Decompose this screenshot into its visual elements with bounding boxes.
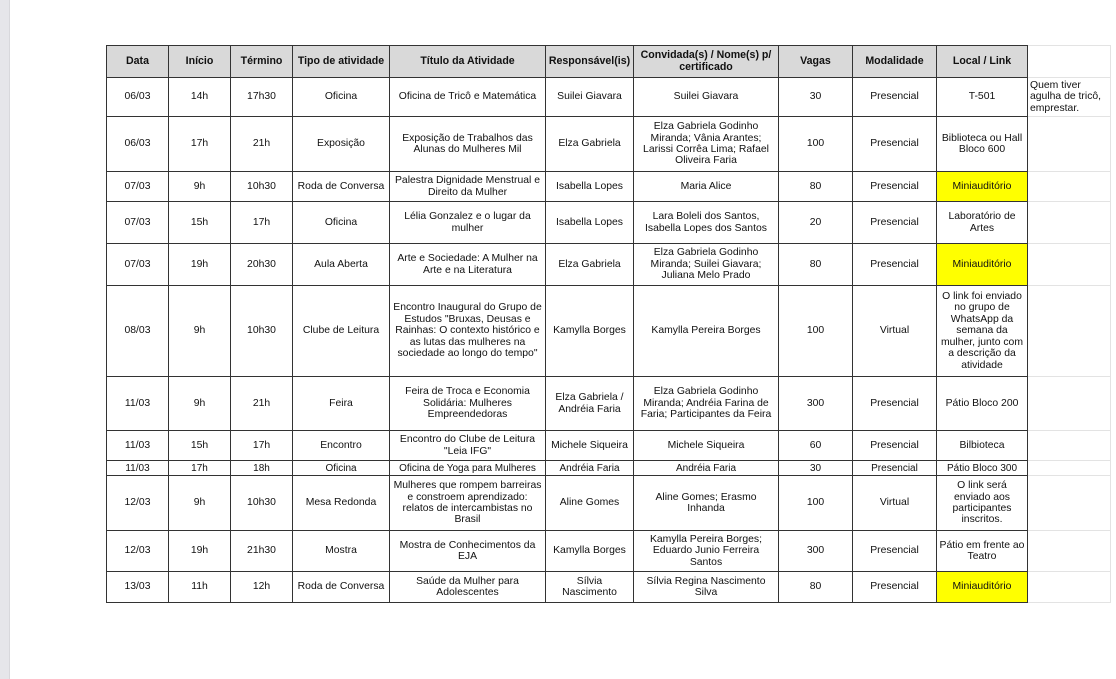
cell-titulo[interactable]: Encontro Inaugural do Grupo de Estudos "Bruxas, Deusas e Rainhas: O contexto histórico e as lutas das mulheres na sociedade ao longo do tempo" bbox=[390, 286, 546, 377]
cell-local[interactable]: Miniauditório bbox=[937, 244, 1028, 286]
cell-data[interactable]: 11/03 bbox=[107, 461, 169, 476]
cell-nota[interactable] bbox=[1028, 172, 1111, 202]
cell-responsavel[interactable]: Isabella Lopes bbox=[546, 202, 634, 244]
cell-titulo[interactable]: Oficina de Tricô e Matemática bbox=[390, 78, 546, 117]
cell-modalidade[interactable]: Presencial bbox=[853, 78, 937, 117]
cell-nota[interactable] bbox=[1028, 244, 1111, 286]
cell-nota[interactable] bbox=[1028, 476, 1111, 531]
cell-responsavel[interactable]: Suilei Giavara bbox=[546, 78, 634, 117]
cell-data[interactable]: 12/03 bbox=[107, 476, 169, 531]
page-left-gutter bbox=[0, 0, 10, 679]
table-row bbox=[107, 172, 1111, 202]
cell-data[interactable]: 07/03 bbox=[107, 172, 169, 202]
cell-tipo[interactable]: Roda de Conversa bbox=[293, 172, 390, 202]
cell-modalidade[interactable]: Virtual bbox=[853, 286, 937, 377]
cell-nota[interactable] bbox=[1028, 377, 1111, 431]
cell-vagas[interactable]: 80 bbox=[779, 244, 853, 286]
cell-inicio[interactable]: 14h bbox=[169, 78, 231, 117]
cell-termino[interactable]: 21h30 bbox=[231, 531, 293, 572]
cell-inicio[interactable]: 17h bbox=[169, 461, 231, 476]
cell-titulo[interactable]: Encontro do Clube de Leitura "Leia IFG" bbox=[390, 431, 546, 461]
cell-tipo[interactable]: Aula Aberta bbox=[293, 244, 390, 286]
cell-local[interactable]: Pátio Bloco 300 bbox=[937, 461, 1028, 476]
cell-vagas[interactable]: 100 bbox=[779, 286, 853, 377]
header-tipo: Tipo de atividade bbox=[293, 46, 390, 78]
table-row bbox=[107, 202, 1111, 244]
cell-nota[interactable] bbox=[1028, 431, 1111, 461]
cell-titulo[interactable]: Oficina de Yoga para Mulheres bbox=[390, 461, 546, 476]
header-convidadas: Convidada(s) / Nome(s) p/ certificado bbox=[634, 46, 779, 78]
cell-inicio[interactable]: 15h bbox=[169, 202, 231, 244]
header-modalidade: Modalidade bbox=[853, 46, 937, 78]
cell-responsavel[interactable]: Michele Siqueira bbox=[546, 431, 634, 461]
cell-local[interactable]: Laboratório de Artes bbox=[937, 202, 1028, 244]
cell-local[interactable]: O link foi enviado no grupo de WhatsApp da semana da mulher, junto com a descrição da atividade bbox=[937, 286, 1028, 377]
cell-tipo[interactable]: Oficina bbox=[293, 78, 390, 117]
cell-inicio[interactable]: 15h bbox=[169, 431, 231, 461]
cell-nota[interactable] bbox=[1028, 117, 1111, 172]
table-body bbox=[107, 78, 1111, 603]
cell-data[interactable]: 06/03 bbox=[107, 117, 169, 172]
cell-tipo[interactable]: Encontro bbox=[293, 431, 390, 461]
cell-convidadas[interactable]: Michele Siqueira bbox=[634, 431, 779, 461]
cell-inicio[interactable]: 19h bbox=[169, 531, 231, 572]
cell-termino[interactable]: 21h bbox=[231, 377, 293, 431]
cell-nota[interactable]: Quem tiver agulha de tricô, emprestar. bbox=[1028, 78, 1111, 117]
cell-modalidade[interactable]: Presencial bbox=[853, 531, 937, 572]
cell-titulo[interactable]: Mostra de Conhecimentos da EJA bbox=[390, 531, 546, 572]
cell-termino[interactable]: 10h30 bbox=[231, 476, 293, 531]
cell-data[interactable]: 11/03 bbox=[107, 431, 169, 461]
cell-convidadas[interactable]: Aline Gomes; Erasmo Inhanda bbox=[634, 476, 779, 531]
table-row bbox=[107, 78, 1111, 117]
cell-tipo[interactable]: Oficina bbox=[293, 202, 390, 244]
cell-convidadas[interactable]: Sílvia Regina Nascimento Silva bbox=[634, 572, 779, 603]
cell-convidadas[interactable]: Suilei Giavara bbox=[634, 78, 779, 117]
table-row bbox=[107, 377, 1111, 431]
cell-vagas[interactable]: 300 bbox=[779, 377, 853, 431]
cell-vagas[interactable]: 100 bbox=[779, 117, 853, 172]
cell-termino[interactable]: 18h bbox=[231, 461, 293, 476]
cell-nota[interactable] bbox=[1028, 286, 1111, 377]
cell-vagas[interactable]: 100 bbox=[779, 476, 853, 531]
table-row bbox=[107, 244, 1111, 286]
cell-data[interactable]: 07/03 bbox=[107, 244, 169, 286]
cell-vagas[interactable]: 30 bbox=[779, 78, 853, 117]
cell-modalidade[interactable]: Presencial bbox=[853, 377, 937, 431]
cell-local[interactable]: Pátio em frente ao Teatro bbox=[937, 531, 1028, 572]
cell-local[interactable]: Miniauditório bbox=[937, 572, 1028, 603]
table-row bbox=[107, 572, 1111, 603]
header-responsavel: Responsável(is) bbox=[546, 46, 634, 78]
cell-termino[interactable]: 21h bbox=[231, 117, 293, 172]
cell-responsavel[interactable]: Aline Gomes bbox=[546, 476, 634, 531]
cell-titulo[interactable]: Arte e Sociedade: A Mulher na Arte e na Literatura bbox=[390, 244, 546, 286]
cell-termino[interactable]: 10h30 bbox=[231, 286, 293, 377]
cell-titulo[interactable]: Feira de Troca e Economia Solidária: Mulheres Empreendedoras bbox=[390, 377, 546, 431]
cell-local[interactable]: T-501 bbox=[937, 78, 1028, 117]
cell-inicio[interactable]: 9h bbox=[169, 377, 231, 431]
header-vagas: Vagas bbox=[779, 46, 853, 78]
cell-inicio[interactable]: 9h bbox=[169, 286, 231, 377]
cell-responsavel[interactable]: Sílvia Nascimento bbox=[546, 572, 634, 603]
cell-inicio[interactable]: 9h bbox=[169, 172, 231, 202]
cell-data[interactable]: 11/03 bbox=[107, 377, 169, 431]
cell-nota[interactable] bbox=[1028, 461, 1111, 476]
cell-data[interactable]: 08/03 bbox=[107, 286, 169, 377]
cell-convidadas[interactable]: Kamylla Pereira Borges bbox=[634, 286, 779, 377]
table-row bbox=[107, 286, 1111, 377]
cell-vagas[interactable]: 30 bbox=[779, 461, 853, 476]
cell-titulo[interactable]: Exposição de Trabalhos das Alunas do Mulheres Mil bbox=[390, 117, 546, 172]
header-local: Local / Link bbox=[937, 46, 1028, 78]
cell-local[interactable]: Miniauditório bbox=[937, 172, 1028, 202]
cell-convidadas[interactable]: Andréia Faria bbox=[634, 461, 779, 476]
cell-modalidade[interactable]: Presencial bbox=[853, 461, 937, 476]
cell-convidadas[interactable]: Elza Gabriela Godinho Miranda; Suilei Giavara; Juliana Melo Prado bbox=[634, 244, 779, 286]
cell-tipo[interactable]: Feira bbox=[293, 377, 390, 431]
cell-local[interactable]: Bilbioteca bbox=[937, 431, 1028, 461]
cell-termino[interactable]: 17h30 bbox=[231, 78, 293, 117]
cell-data[interactable]: 12/03 bbox=[107, 531, 169, 572]
cell-nota[interactable] bbox=[1028, 531, 1111, 572]
cell-termino[interactable]: 17h bbox=[231, 202, 293, 244]
cell-inicio[interactable]: 19h bbox=[169, 244, 231, 286]
table-row bbox=[107, 117, 1111, 172]
cell-convidadas[interactable]: Elza Gabriela Godinho Miranda; Andréia Farina de Faria; Participantes da Feira bbox=[634, 377, 779, 431]
cell-local[interactable]: Pátio Bloco 200 bbox=[937, 377, 1028, 431]
cell-nota[interactable] bbox=[1028, 572, 1111, 603]
cell-data[interactable]: 06/03 bbox=[107, 78, 169, 117]
header-titulo: Título da Atividade bbox=[390, 46, 546, 78]
cell-tipo[interactable]: Roda de Conversa bbox=[293, 572, 390, 603]
cell-modalidade[interactable]: Presencial bbox=[853, 244, 937, 286]
cell-modalidade[interactable]: Presencial bbox=[853, 202, 937, 244]
cell-termino[interactable]: 12h bbox=[231, 572, 293, 603]
cell-modalidade[interactable]: Presencial bbox=[853, 172, 937, 202]
cell-titulo[interactable]: Lélia Gonzalez e o lugar da mulher bbox=[390, 202, 546, 244]
cell-tipo[interactable]: Mesa Redonda bbox=[293, 476, 390, 531]
schedule-table bbox=[106, 45, 1111, 603]
cell-vagas[interactable]: 80 bbox=[779, 172, 853, 202]
cell-local[interactable]: Biblioteca ou Hall Bloco 600 bbox=[937, 117, 1028, 172]
header-termino: Término bbox=[231, 46, 293, 78]
header-data: Data bbox=[107, 46, 169, 78]
cell-responsavel[interactable]: Andréia Faria bbox=[546, 461, 634, 476]
header-inicio: Início bbox=[169, 46, 231, 78]
cell-tipo[interactable]: Oficina bbox=[293, 461, 390, 476]
header-notes bbox=[1028, 46, 1111, 78]
cell-responsavel[interactable]: Kamylla Borges bbox=[546, 286, 634, 377]
cell-inicio[interactable]: 17h bbox=[169, 117, 231, 172]
header-row bbox=[107, 46, 1111, 78]
cell-vagas[interactable]: 300 bbox=[779, 531, 853, 572]
table-row bbox=[107, 431, 1111, 461]
cell-modalidade[interactable]: Presencial bbox=[853, 572, 937, 603]
cell-vagas[interactable]: 20 bbox=[779, 202, 853, 244]
cell-convidadas[interactable]: Lara Boleli dos Santos, Isabella Lopes dos Santos bbox=[634, 202, 779, 244]
cell-titulo[interactable]: Saúde da Mulher para Adolescentes bbox=[390, 572, 546, 603]
cell-tipo[interactable]: Exposição bbox=[293, 117, 390, 172]
cell-termino[interactable]: 20h30 bbox=[231, 244, 293, 286]
cell-modalidade[interactable]: Presencial bbox=[853, 431, 937, 461]
cell-vagas[interactable]: 60 bbox=[779, 431, 853, 461]
cell-responsavel[interactable]: Elza Gabriela bbox=[546, 244, 634, 286]
cell-local[interactable]: O link será enviado aos participantes inscritos. bbox=[937, 476, 1028, 531]
cell-titulo[interactable]: Palestra Dignidade Menstrual e Direito da Mulher bbox=[390, 172, 546, 202]
cell-termino[interactable]: 17h bbox=[231, 431, 293, 461]
cell-termino[interactable]: 10h30 bbox=[231, 172, 293, 202]
cell-nota[interactable] bbox=[1028, 202, 1111, 244]
cell-inicio[interactable]: 9h bbox=[169, 476, 231, 531]
table-row bbox=[107, 461, 1111, 476]
cell-titulo[interactable]: Mulheres que rompem barreiras e constroem aprendizado: relatos de intercambistas no Brasil bbox=[390, 476, 546, 531]
cell-data[interactable]: 07/03 bbox=[107, 202, 169, 244]
cell-responsavel[interactable]: Isabella Lopes bbox=[546, 172, 634, 202]
cell-tipo[interactable]: Mostra bbox=[293, 531, 390, 572]
cell-modalidade[interactable]: Presencial bbox=[853, 117, 937, 172]
cell-data[interactable]: 13/03 bbox=[107, 572, 169, 603]
cell-modalidade[interactable]: Virtual bbox=[853, 476, 937, 531]
cell-vagas[interactable]: 80 bbox=[779, 572, 853, 603]
table-row bbox=[107, 531, 1111, 572]
cell-convidadas[interactable]: Maria Alice bbox=[634, 172, 779, 202]
cell-convidadas[interactable]: Elza Gabriela Godinho Miranda; Vânia Arantes; Larissi Corrêa Lima; Rafael Oliveira Faria bbox=[634, 117, 779, 172]
cell-convidadas[interactable]: Kamylla Pereira Borges; Eduardo Junio Ferreira Santos bbox=[634, 531, 779, 572]
cell-responsavel[interactable]: Elza Gabriela / Andréia Faria bbox=[546, 377, 634, 431]
cell-responsavel[interactable]: Elza Gabriela bbox=[546, 117, 634, 172]
cell-tipo[interactable]: Clube de Leitura bbox=[293, 286, 390, 377]
table-row bbox=[107, 476, 1111, 531]
cell-inicio[interactable]: 11h bbox=[169, 572, 231, 603]
cell-responsavel[interactable]: Kamylla Borges bbox=[546, 531, 634, 572]
